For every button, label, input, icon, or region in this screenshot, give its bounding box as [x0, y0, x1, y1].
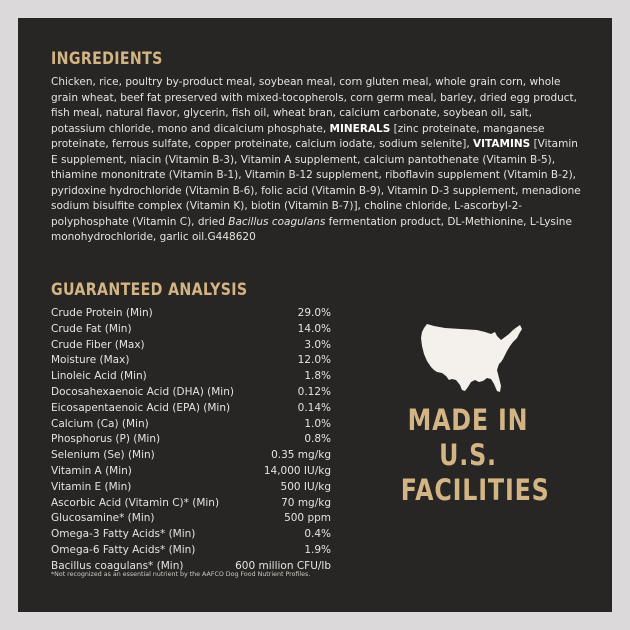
analysis-row: [51, 401, 331, 417]
made-in-usa-badge: [386, 403, 550, 508]
analysis-row: [51, 417, 331, 433]
analysis-label: Selenium (Se) (Min): [51, 449, 155, 462]
analysis-value: 600 million CFU/lb: [235, 559, 331, 572]
analysis-label: Crude Fiber (Max): [51, 338, 145, 351]
analysis-row: [51, 385, 331, 401]
analysis-label: Bacillus coagulans* (Min): [51, 559, 184, 572]
analysis-value: 0.4%: [304, 528, 331, 541]
analysis-value: 500 ppm: [284, 512, 331, 525]
analysis-value: 0.8%: [304, 433, 331, 446]
analysis-label: Linoleic Acid (Min): [51, 370, 147, 383]
analysis-value: 12.0%: [297, 354, 331, 367]
analysis-value: 1.8%: [304, 370, 331, 383]
analysis-label: Calcium (Ca) (Min): [51, 417, 149, 430]
analysis-row: [51, 369, 331, 385]
analysis-row: [51, 306, 331, 322]
analysis-value: 1.0%: [304, 417, 331, 430]
analysis-value: 0.14%: [297, 401, 331, 414]
analysis-row: [51, 511, 331, 527]
vitamins-label: VITAMINS: [473, 138, 531, 150]
badge-line-3: FACILITIES: [400, 473, 550, 507]
analysis-row: [51, 338, 331, 354]
minerals-label: MINERALS: [329, 122, 391, 135]
guaranteed-analysis-heading: GUARANTEED ANALYSIS: [51, 280, 248, 299]
analysis-value: 70 mg/kg: [281, 496, 331, 509]
analysis-value: 1.9%: [304, 543, 331, 556]
analysis-label: Phosphorus (P) (Min): [51, 433, 161, 446]
analysis-value: 0.12%: [297, 385, 331, 398]
ingredients-text: [51, 75, 581, 246]
nutrition-panel: [18, 18, 612, 612]
analysis-row: [51, 448, 331, 464]
badge-line-1: MADE IN: [407, 403, 529, 437]
analysis-value: 14,000 IU/kg: [263, 464, 331, 477]
analysis-row: [51, 480, 331, 496]
usa-map-icon: [421, 322, 524, 394]
analysis-value: 29.0%: [297, 307, 331, 319]
analysis-label: Eicosapentaenoic Acid (EPA) (Min): [51, 401, 231, 414]
analysis-label: Omega-3 Fatty Acids* (Min): [51, 528, 196, 541]
ingredients-heading: INGREDIENTS: [51, 49, 163, 68]
guaranteed-analysis-table: [51, 306, 331, 575]
badge-line-2: U.S.: [439, 438, 497, 472]
ingredients-part-4: fermentation product, DL-Methionine, L-Lysine monohydrochloride, garlic oil.G448620: [51, 215, 572, 243]
analysis-label: Vitamin E (Min): [51, 480, 132, 493]
analysis-value: 14.0%: [297, 322, 331, 335]
bacillus-italic: Bacillus coagulans: [228, 215, 326, 228]
analysis-label: Crude Fat (Min): [51, 322, 132, 335]
analysis-value: 0.35 mg/kg: [271, 449, 331, 462]
analysis-label: Docosahexaenoic Acid (DHA) (Min): [51, 385, 234, 398]
analysis-row: [51, 496, 331, 512]
ingredients-part-2: [zinc proteinate, manganese proteinate, ferrous sulfate, copper proteinate, calcium iodate, sodium selenite],: [51, 122, 545, 150]
analysis-footnote: *Not recognized as an essential nutrient by the AAFCO Dog Food Nutrient Profiles.: [51, 571, 311, 578]
analysis-label: Glucosamine* (Min): [51, 512, 155, 525]
analysis-label: Omega-6 Fatty Acids* (Min): [51, 543, 196, 556]
analysis-label: Crude Protein (Min): [51, 307, 153, 319]
analysis-row: [51, 527, 331, 543]
analysis-label: Moisture (Max): [51, 354, 130, 367]
analysis-value: 500 IU/kg: [280, 480, 331, 493]
analysis-row: [51, 464, 331, 480]
analysis-row: [51, 432, 331, 448]
analysis-label: Ascorbic Acid (Vitamin C)* (Min): [51, 496, 220, 509]
analysis-row: [51, 543, 331, 559]
analysis-label: Vitamin A (Min): [51, 464, 132, 477]
analysis-value: 3.0%: [304, 338, 331, 351]
analysis-row: [51, 322, 331, 338]
ingredients-part-1: Chicken, rice, poultry by-product meal, soybean meal, corn gluten meal, whole grain corn, whole grain wheat, beef fat preserved with mixed-tocopherols, corn germ meal, barley, dried egg product, fish meal, natural flavor, glycerin, fish oil, wheat bran, calcium carbonate, soybean oil, salt, potassium chloride, mono and dicalcium phosphate,: [51, 76, 578, 135]
analysis-row: [51, 353, 331, 369]
ingredients-part-3: [Vitamin E supplement, niacin (Vitamin B-3), Vitamin A supplement, calcium pantothenate (Vitamin B-5), thiamine mononitrate (Vitamin B-1), Vitamin B-12 supplement, riboflavin supplement (Vitamin B-2), pyridoxine hydrochloride (Vitamin B-6), folic acid (Vitamin B-9), Vitamin D-3 supplement, menadione sodium bisulfite complex (Vitamin K), biotin (Vitamin B-7)], choline chloride, L-ascorbyl-2-polyphosphate (Vitamin C), dried: [51, 138, 581, 228]
